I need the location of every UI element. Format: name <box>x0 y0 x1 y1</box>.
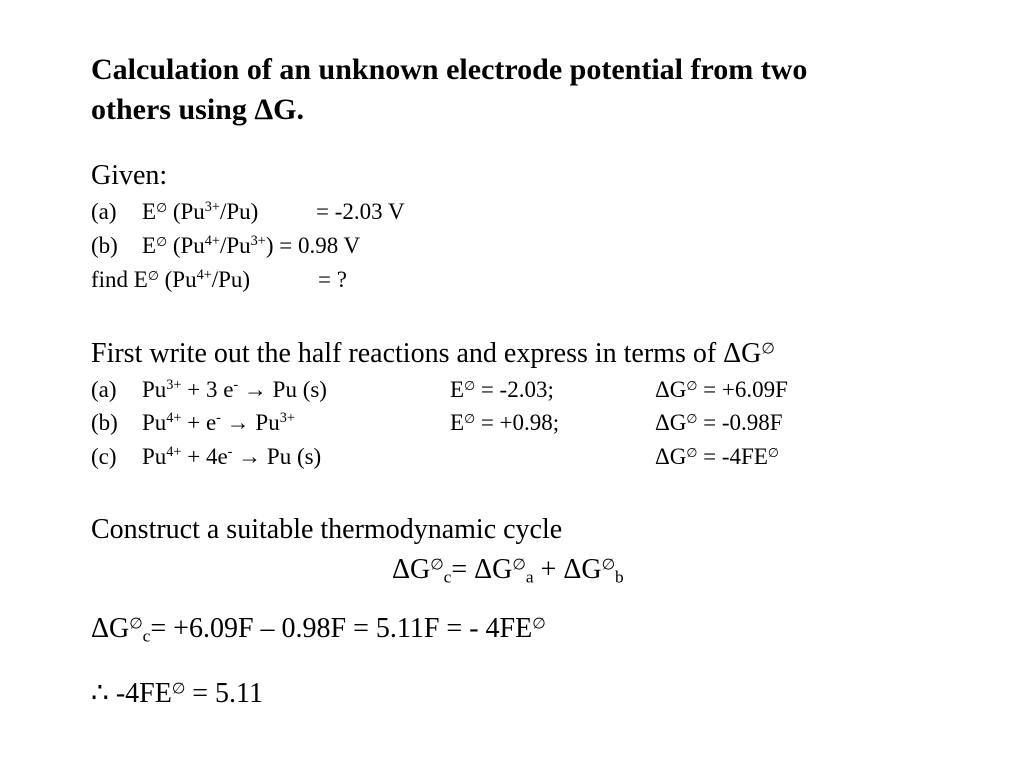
given-heading: Given: <box>91 160 168 191</box>
given-a-label: (a) <box>91 199 117 224</box>
reaction-c-equation: $Pu^{4+} + 4e^- \to Pu$ (s) <box>142 444 322 469</box>
standard-state-symbol: ∅ <box>156 234 168 250</box>
standard-state-symbol: ∅ <box>156 200 168 216</box>
given-b-label: (b) <box>91 233 118 258</box>
therefore-line: ∴ -4FE∅ = 5.11 <box>91 678 264 709</box>
reaction-b-equation: $Pu^{4+} + e^- \to Pu^{3+}$ <box>142 410 295 435</box>
reaction-c-gibbs: ΔG∅ = -4FE∅ <box>655 444 779 469</box>
given-a-expression: E∅ $(Pu^{3+}/Pu)$ <box>142 199 259 224</box>
reaction-a-potential: E∅ = -2.03; <box>450 377 554 402</box>
find-value: = ? <box>318 267 347 292</box>
slide-title-line-1: Calculation of an unknown electrode potential from two <box>91 53 808 86</box>
find-expression: find E∅ $(Pu^{4+}/Pu)$ <box>91 267 251 292</box>
given-b-expression: E∅ $(Pu^{4+}/Pu^{3+}) = 0.98$ V <box>142 233 361 258</box>
cycle-equation: $\Delta G^\emptyset_c= \Delta G^\emptyset_a + \Delta G^\emptyset_b$ <box>392 554 624 587</box>
reaction-a-gibbs: ΔG∅ = +6.09F <box>655 377 788 402</box>
reaction-b-gibbs: ΔG∅ = -0.98F <box>655 410 783 435</box>
half-reactions-heading: First write out the half reactions and express in terms of ΔG∅ <box>91 338 775 369</box>
reaction-c-label: (c) <box>91 444 117 469</box>
slide-title-line-2: others using ΔG. <box>91 93 305 126</box>
calculation-line: $\Delta G^\emptyset_c= +6.09F - 0.98F = 5.11F$ = - 4FE∅ <box>91 613 546 646</box>
reaction-a-equation: $Pu^{3+} + 3$ e- → Pu (s) <box>142 377 327 402</box>
given-a-value: = -2.03 V <box>316 199 405 224</box>
therefore-symbol: ∴ <box>91 678 109 709</box>
cycle-heading: Construct a suitable thermodynamic cycle <box>91 514 563 545</box>
reaction-b-label: (b) <box>91 410 118 435</box>
reaction-b-potential: E∅ = +0.98; <box>450 410 560 435</box>
standard-state-symbol: ∅ <box>147 268 159 284</box>
reaction-a-label: (a) <box>91 377 117 402</box>
